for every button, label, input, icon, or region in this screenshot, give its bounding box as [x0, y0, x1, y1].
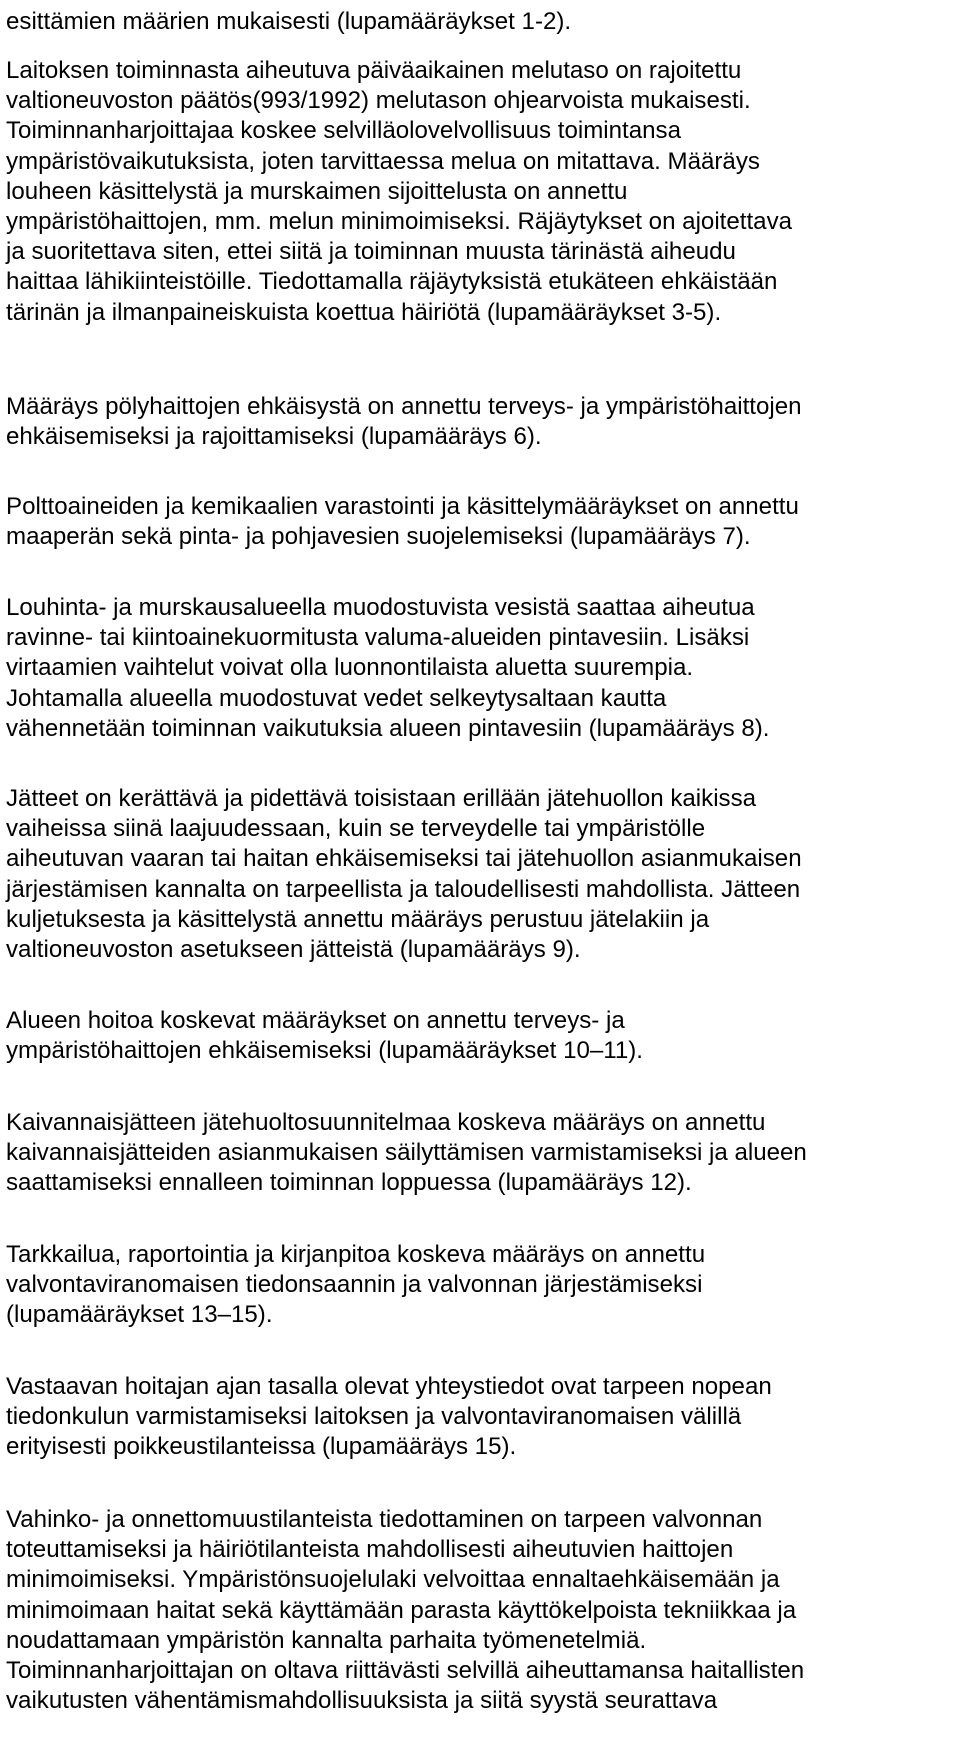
text-line: valtioneuvoston päätös(993/1992) melutason ohjearvoista mukaisesti.	[6, 87, 751, 115]
paragraph-incidents	[6, 1505, 804, 1716]
text-line: Toiminnanharjoittajan on oltava riittävästi selvillä aiheuttamansa haitallisten	[6, 1656, 805, 1684]
text-line: ympäristövaikutuksista, joten tarvittaessa melua on mitattava. Määräys	[6, 147, 760, 175]
paragraph-permit-quantities	[6, 7, 571, 37]
text-line: aiheutuvan vaaran tai haitan ehkäisemiseksi tai jätehuollon asianmukaisen	[6, 845, 802, 873]
paragraph-area-maintenance	[6, 1006, 643, 1066]
paragraph-fuels-and-chemicals	[6, 492, 799, 552]
text-line: ympäristöhaittojen, mm. melun minimoimiseksi. Räjäytykset on ajoitettava	[6, 207, 793, 235]
text-line: Louhinta- ja murskausalueella muodostuvista vesistä saattaa aiheutua	[6, 594, 755, 621]
text-line: Alueen hoitoa koskevat määräykset on annettu terveys- ja	[6, 1007, 625, 1034]
text-line: Kaivannaisjätteen jätehuoltosuunnitelmaa koskeva määräys on annettu	[6, 1109, 766, 1136]
text-line: järjestämisen kannalta on tarpeellista ja taloudellisesti mahdollista. Jätteen	[6, 875, 801, 903]
paragraph-monitoring	[6, 1240, 705, 1331]
text-line: vaiheissa siinä laajuudessaan, kuin se terveydelle tai ympäristölle	[6, 815, 706, 843]
paragraph-dust	[6, 392, 802, 452]
text-line: noudattamaan ympäristön kannalta parhaita työmenetelmiä.	[6, 1626, 647, 1654]
text-line: Laitoksen toiminnasta aiheutuva päiväaikainen melutaso on rajoitettu	[6, 57, 742, 84]
text-line: Johtamalla alueella muodostuvat vedet selkeytysaltaan kautta	[6, 684, 667, 712]
text-line: minimoimiseksi. Ympäristönsuojelulaki velvoittaa ennaltaehkäisemään ja	[6, 1566, 780, 1594]
text-line: vaikutusten vähentämismahdollisuuksista ja siitä syystä seurattava	[6, 1687, 718, 1715]
paragraph-waste	[6, 784, 802, 965]
text-line: ehkäisemiseksi ja rajoittamiseksi (lupamääräys 6).	[6, 423, 542, 451]
text-line: ja suoritettava siten, ettei siitä ja toiminnan muusta tärinästä aiheudu	[6, 238, 736, 266]
text-line: louheen käsittelystä ja murskaimen sijoittelusta on annettu	[6, 177, 628, 205]
text-line: Määräys pölyhaittojen ehkäisystä on annettu terveys- ja ympäristöhaittojen	[6, 393, 802, 420]
text-line: tärinän ja ilmanpaineiskuista koettua häiriötä (lupamääräykset 3-5).	[6, 298, 722, 326]
text-line: erityisesti poikkeustilanteissa (lupamääräys 15).	[6, 1433, 517, 1461]
text-line: (lupamääräykset 13–15).	[6, 1301, 273, 1329]
text-line: Tarkkailua, raportointia ja kirjanpitoa koskeva määräys on annettu	[6, 1241, 706, 1268]
text-line: valvontaviranomaisen tiedonsaannin ja valvonnan järjestämiseksi	[6, 1271, 703, 1299]
text-line: ravinne- tai kiintoainekuormitusta valuma-alueiden pintavesiin. Lisäksi	[6, 624, 750, 652]
text-line: tiedonkulun varmistamiseksi laitoksen ja valvontaviranomaisen välillä	[6, 1403, 742, 1431]
text-line: maaperän sekä pinta- ja pohjavesien suojelemiseksi (lupamääräys 7).	[6, 523, 751, 551]
text-line: minimoimaan haitat sekä käyttämään parasta käyttökelpoista tekniikkaa ja	[6, 1596, 797, 1624]
paragraph-noise-and-blasting	[6, 56, 792, 328]
text-line: Vahinko- ja onnettomuustilanteista tiedottaminen on tarpeen valvonnan	[6, 1506, 763, 1533]
text-line: saattamiseksi ennalleen toiminnan loppuessa (lupamääräys 12).	[6, 1169, 692, 1197]
text-line: valtioneuvoston asetukseen jätteistä (lupamääräys 9).	[6, 935, 581, 963]
text-line: kuljetuksesta ja käsittelystä annettu määräys perustuu jätelakiin ja	[6, 905, 710, 933]
text-line: kaivannaisjätteiden asianmukaisen säilyttämisen varmistamiseksi ja alueen	[6, 1139, 807, 1167]
text-line: Vastaavan hoitajan ajan tasalla olevat yhteystiedot ovat tarpeen nopean	[6, 1373, 772, 1400]
text-line: Polttoaineiden ja kemikaalien varastointi ja käsittelymääräykset on annettu	[6, 493, 799, 520]
paragraph-contact-details	[6, 1372, 772, 1463]
text-line: haittaa lähikiinteistöille. Tiedottamalla räjäytyksistä etukäteen ehkäistään	[6, 268, 778, 296]
paragraph-extractive-waste	[6, 1108, 807, 1199]
text-line: Jätteet on kerättävä ja pidettävä toisistaan erillään jätehuollon kaikissa	[6, 785, 757, 812]
text-line: vähennetään toiminnan vaikutuksia alueen pintavesiin (lupamääräys 8).	[6, 714, 770, 742]
paragraph-waters	[6, 593, 769, 744]
text-line: esittämien määrien mukaisesti (lupamääräykset 1-2).	[6, 8, 572, 35]
text-line: ympäristöhaittojen ehkäisemiseksi (lupamääräykset 10–11).	[6, 1037, 644, 1065]
text-line: Toiminnanharjoittajaa koskee selvilläolovelvollisuus toimintansa	[6, 117, 681, 145]
text-line: virtaamien vaihtelut voivat olla luonnontilaista aluetta suurempia.	[6, 654, 694, 682]
text-line: toteuttamiseksi ja häiriötilanteista mahdollisesti aiheutuvien haittojen	[6, 1536, 734, 1564]
